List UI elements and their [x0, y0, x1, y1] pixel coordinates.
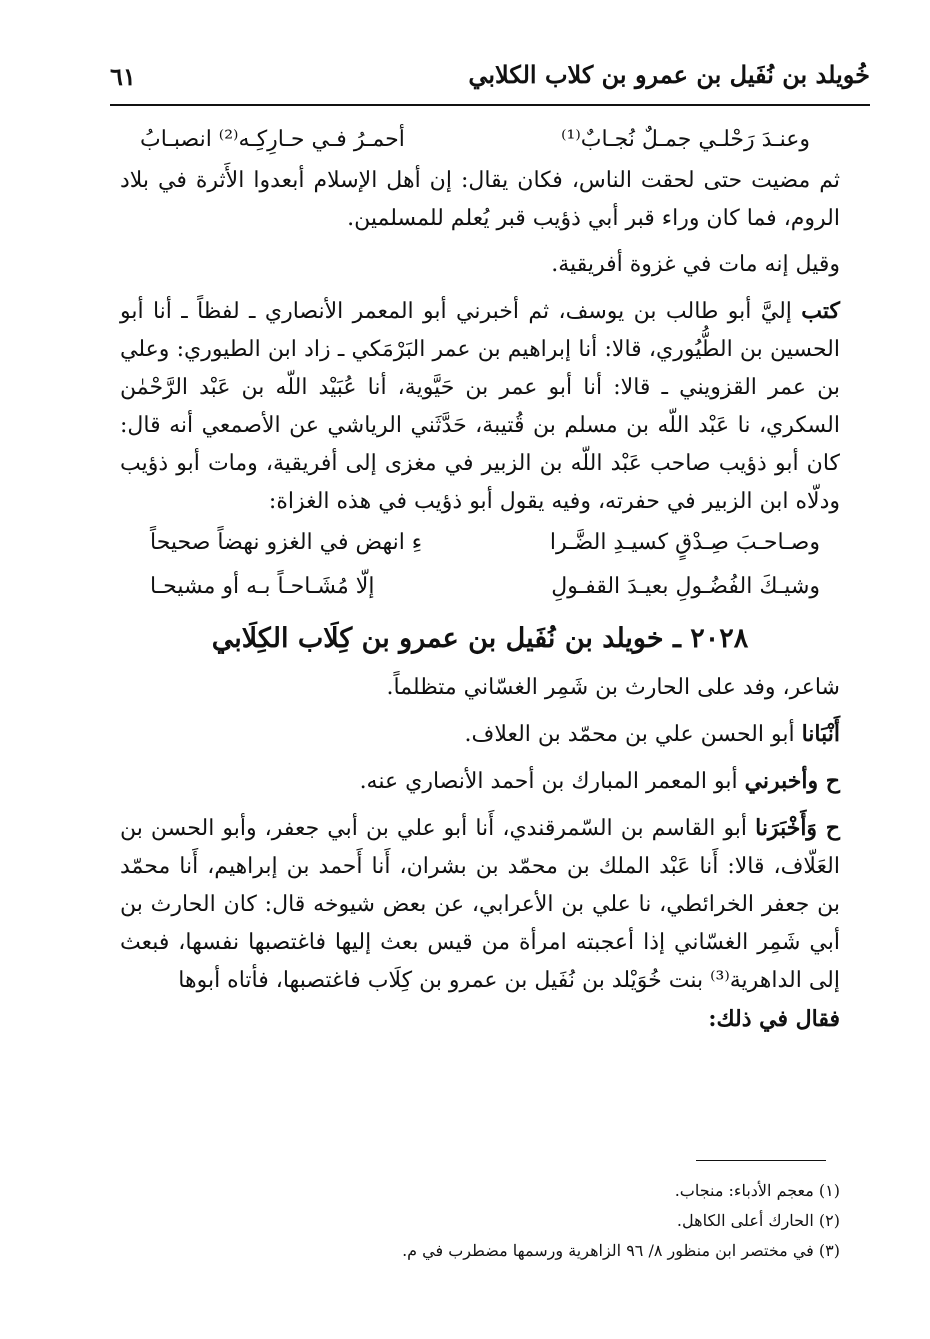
main-text: [120, 118, 840, 1038]
paragraph-lead-word: ح وأخبرني: [744, 768, 840, 794]
verse-line: [120, 521, 840, 565]
footnotes: [120, 1176, 840, 1266]
page-number: ٦١: [110, 62, 136, 91]
paragraph: [120, 809, 840, 1000]
verse-second-hemistich: إلّا مُشَـاحـاً بـه أو مشيحـا: [150, 574, 375, 599]
verse-first-hemistich: وصـاحـبَ صِـدْقٍ كسيـدِ الضَّـرا: [549, 530, 820, 555]
entry-heading: ٢٠٢٨ ـ خويلد بن نُفَيل بن عمرو بن كِلَاب الكِلَابي: [211, 623, 749, 654]
header-rule: [110, 104, 870, 106]
paragraph: [120, 715, 840, 754]
page-header: [110, 52, 870, 108]
verse-second-hemistich: أحمـرُ فـي حـارِكِـه⁽²⁾ انصبـابُ: [140, 127, 405, 152]
verse-line: [120, 565, 840, 609]
footnote-rule: [696, 1160, 826, 1161]
running-title: خُويلد بن نُفَيل بن عمرو بن كلاب الكلابي: [468, 60, 870, 89]
footnote: (٢) الحارك أعلى الكاهل.: [676, 1211, 840, 1230]
paragraph-body: أبو الحسن علي بن محمّد بن العلاف.: [464, 722, 802, 747]
paragraph-lead-word: كتب: [801, 298, 840, 324]
paragraph: [120, 292, 840, 521]
paragraph: شاعر، وفد على الحارث بن شَمِر الغسّاني متظلماً.: [386, 675, 840, 700]
verse-second-hemistich: ءِ انهض في الغزو نهضاً صحيحاً: [150, 530, 423, 555]
footnote: (٣) في مختصر ابن منظور ٨/ ٩٦ الزاهرية ورسمها مضطرب في م.: [402, 1241, 840, 1260]
footnote: (١) معجم الأدباء: منجاب.: [674, 1181, 840, 1200]
paragraph: فقال في ذلك:: [708, 1006, 840, 1032]
paragraph: [120, 762, 840, 801]
paragraph-lead-word: أَنْبَانا: [801, 721, 840, 747]
paragraph-body: أبو المعمر المبارك بن أحمد الأنصاري عنه.: [359, 769, 745, 794]
paragraph-body: أبو القاسم بن السّمرقندي، أَنا أبو علي بن أبي جعفر، وأبو الحسن بن العَلّاف، قالا: أَنا عَبْد الملك بن محمّد بن بشران، أَنا أَحمد بن إبراهيم، أَنا محمّد بن جعفر الخرائطي، نا علي بن الأعرابي، عن بعض شيوخه قال: كان الحارث بن أبي شَمِر الغسّاني إذا أعجبته امرأة من قيس بعث إليها فاغتصبها نفسها، فبعث إلى الداهرية⁽³⁾ بنت خُوَيْلد بن نُفَيل بن عمرو بن كِلَاب فاغتصبها، فأتاه أبوها: [120, 816, 840, 993]
paragraph: ثم مضيت حتى لحقت الناس، فكان يقال: إن أهل الإسلام أبعدوا الأَثرة في بلاد الروم، فما كان وراء قبر أبي ذؤيب قبر يُعلم للمسلمين.: [120, 168, 840, 231]
verse-line: [120, 118, 840, 162]
verse-first-hemistich: وشيـكَ الفُضُـولِ بعيـدَ القفـولِ: [551, 574, 820, 599]
paragraph-body: إليَّ أبو طالب بن يوسف، ثم أخبرني أبو المعمر الأنصاري ـ لفظاً ـ أنا أبو الحسين بن الطُّيُوري، قالا: أنا إبراهيم بن عمر البَرْمَكي ـ زاد ابن الطيوري: وعلي بن عمر القزويني ـ قالا: أنا أبو عمر بن حَيَّوية، أنا عُبَيْد اللّه بن عَبْد الرَّحْمٰن السكري، نا عَبْد اللّه بن مسلم بن قُتيبة، حَدَّثَني الرياشي عن الأصمعي أنه قال: كان أبو ذؤيب صاحب عَبْد اللّه بن الزبير في مغزى إلى أفريقية، ومات أبو ذؤيب ودلّاه ابن الزبير في حفرته، وفيه يقول أبو ذؤيب في هذه الغزاة:: [120, 299, 840, 514]
paragraph-lead-word: ح وَأَخْبَرَنا: [755, 815, 840, 841]
paragraph: وقيل إنه مات في غزوة أفريقية.: [551, 252, 840, 277]
verse-first-hemistich: وعنـدَ رَحْلـي جمـلٌ نُجـابٌ⁽¹⁾: [561, 127, 810, 152]
